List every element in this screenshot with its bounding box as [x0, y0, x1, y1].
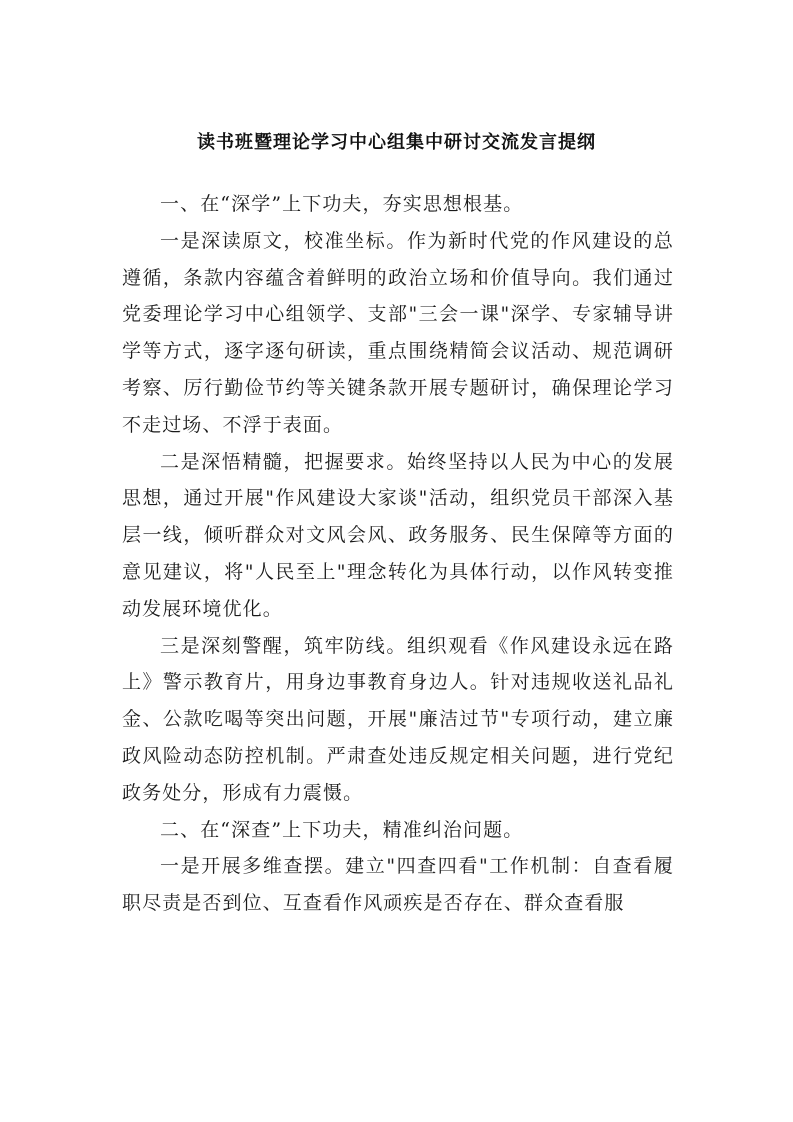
paragraph-1-1: 一是深读原文，校准坐标。作为新时代党的作风建设的总遵循，条款内容蕴含着鲜明的政治立场和价值导向。我们通过党委理论学习中心组领学、支部"三会一课"深学、专家辅导讲学等方式，逐字逐句研读，重点围绕精简会议活动、规范调研考察、厉行勤俭节约等关键条款开展专题研讨，确保理论学习不走过场、不浮于表面。	[122, 229, 674, 436]
paragraph-1-3: 三是深刻警醒，筑牢防线。组织观看《作风建设永远在路上》警示教育片，用身边事教育身边人。针对违规收送礼品礼金、公款吃喝等突出问题，开展"廉洁过节"专项行动，建立廉政风险动态防控机制。严肃查处违反规定相关问题，进行党纪政务处分，形成有力震慑。	[122, 634, 674, 804]
paragraph-1-2: 二是深悟精髓，把握要求。始终坚持以人民为中心的发展思想，通过开展"作风建设大家谈"活动，组织党员干部深入基层一线，倾听群众对文风会风、政务服务、民生保障等方面的意见建议，将"人民至上"理念转化为具体行动，以作风转变推动发展环境优化。	[122, 450, 674, 620]
section-heading-2: 二、在“深查”上下功夫，精准纠治问题。	[160, 818, 524, 841]
document-body	[122, 186, 674, 922]
section-heading-1: 一、在“深学”上下功夫，夯实思想根基。	[160, 193, 524, 215]
document-title: 读书班暨理论学习中心组集中研讨交流发言提纲	[197, 132, 596, 153]
paragraph-2-1: 一是开展多维查摆。建立"四查四看"工作机制：自查看履职尽责是否到位、互查看作风顽疾是否存在、群众查看服	[122, 855, 674, 915]
